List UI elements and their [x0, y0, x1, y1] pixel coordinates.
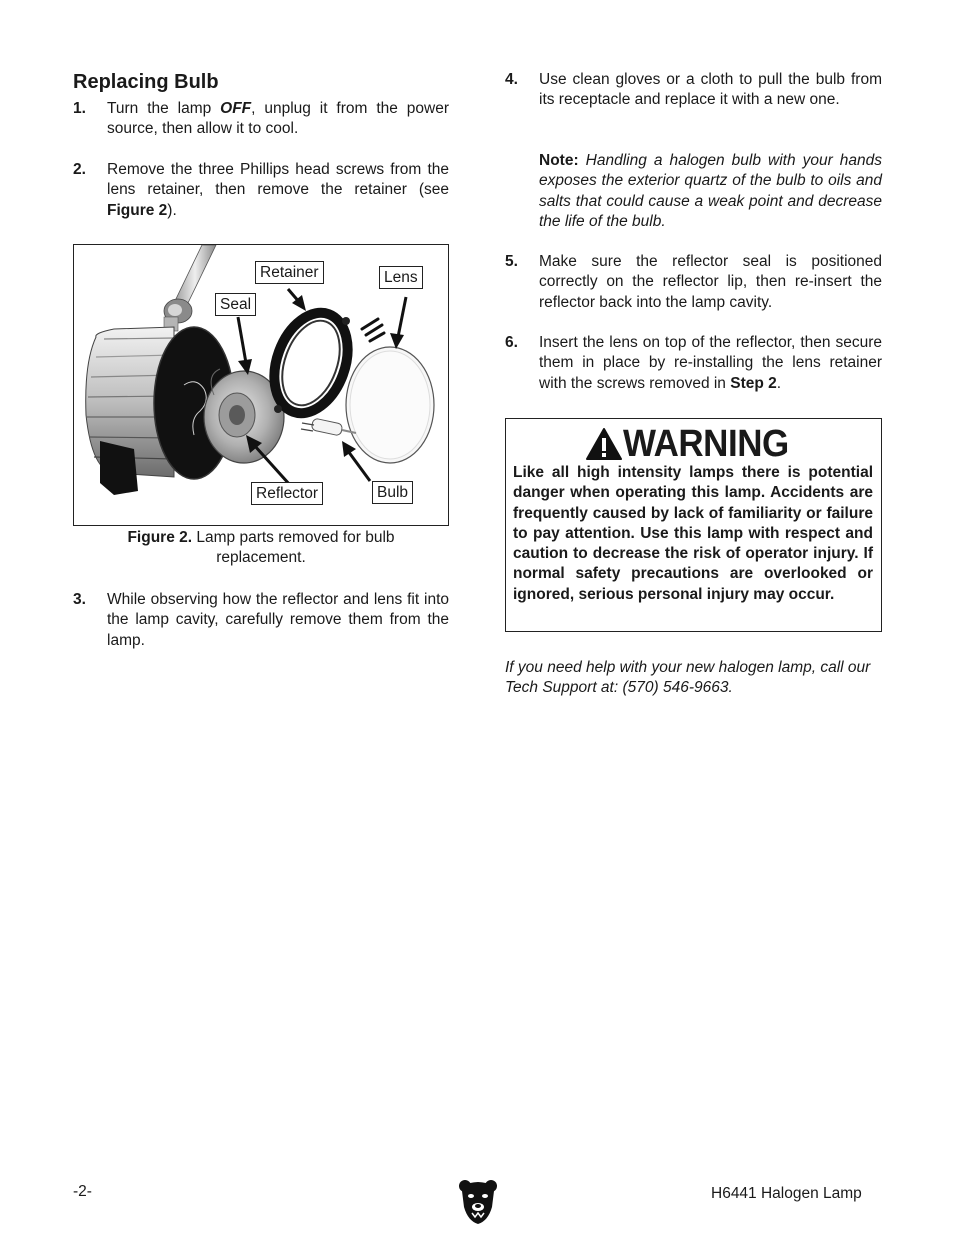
step-text-part: Insert the lens on top of the reflector, then secure them in place by re-installing the lens retainer with the screws removed in	[539, 334, 882, 392]
step-text: While observing how the reflector and lens fit into the lamp cavity, carefully remove them from the lamp.	[107, 591, 449, 649]
lens-part	[346, 347, 434, 463]
tech-support-note: If you need help with your new halogen lamp, call our Tech Support at: (570) 546-9663.	[505, 659, 871, 697]
step-number: 6.	[505, 334, 518, 351]
section-title: Replacing Bulb	[73, 71, 219, 93]
step-text	[539, 333, 882, 394]
step-text-part: Turn the lamp	[107, 100, 221, 117]
warning-header	[586, 424, 803, 464]
step-text	[107, 99, 449, 140]
step-text	[107, 160, 449, 221]
step-text: Make sure the reflector seal is positioned correctly on the reflector lip, then re-insert the reflector back into the lamp cavity.	[539, 253, 882, 311]
step-text: Use clean gloves or a cloth to pull the bulb from its receptacle and replace it with a new one.	[539, 71, 882, 109]
figure-caption	[93, 528, 429, 569]
warning-triangle-icon	[586, 427, 622, 461]
label-seal: Seal	[215, 293, 256, 316]
figure-2	[73, 244, 449, 526]
bear-logo-icon	[458, 1177, 498, 1225]
label-lens: Lens	[379, 266, 423, 289]
label-bulb: Bulb	[372, 481, 413, 504]
warning-title: WARNING	[623, 423, 789, 465]
screws-part	[362, 319, 384, 341]
caption-label: Figure 2.	[127, 529, 193, 546]
step-note	[539, 151, 882, 232]
lamp-arm	[164, 245, 216, 331]
label-retainer: Retainer	[255, 261, 324, 284]
warning-text: Like all high intensity lamps there is potential danger when operating this lamp. Accidents are frequently caused by lack of familiarity or failure to pay attention. Use this lamp with respect and caution to decrease the risk of operator injury. If normal safety precautions are overlooked or ignored, serious personal injury may occur.	[513, 464, 873, 603]
caption-text: Lamp parts removed for bulb replacement.	[196, 529, 395, 567]
page-number: -2-	[73, 1183, 92, 1200]
warning-box	[505, 418, 882, 632]
note-label: Note:	[539, 152, 579, 169]
label-reflector: Reflector	[251, 482, 323, 505]
step-number: 1.	[73, 100, 86, 117]
step-text-part: Remove the three Phillips head screws from the lens retainer, then remove the retainer (see	[107, 161, 449, 199]
product-name: H6441 Halogen Lamp	[711, 1185, 862, 1202]
step-reference: Step 2	[730, 374, 777, 392]
emphasis-off: OFF	[220, 100, 252, 117]
step-text-part: .	[776, 374, 782, 392]
step-text-part: ).	[167, 201, 177, 219]
step-text-part: , unplug it from the power source, then allow it to cool.	[107, 100, 449, 138]
figure-reference: Figure 2	[107, 201, 168, 219]
step-number: 4.	[505, 71, 518, 88]
note-text: Handling a halogen bulb with your hands exposes the exterior quartz of the bulb to oils and salts that could cause a weak point and decrease the life of the bulb.	[539, 152, 882, 230]
step-number: 3.	[73, 591, 86, 608]
step-number: 2.	[73, 161, 86, 178]
step-number: 5.	[505, 253, 518, 270]
